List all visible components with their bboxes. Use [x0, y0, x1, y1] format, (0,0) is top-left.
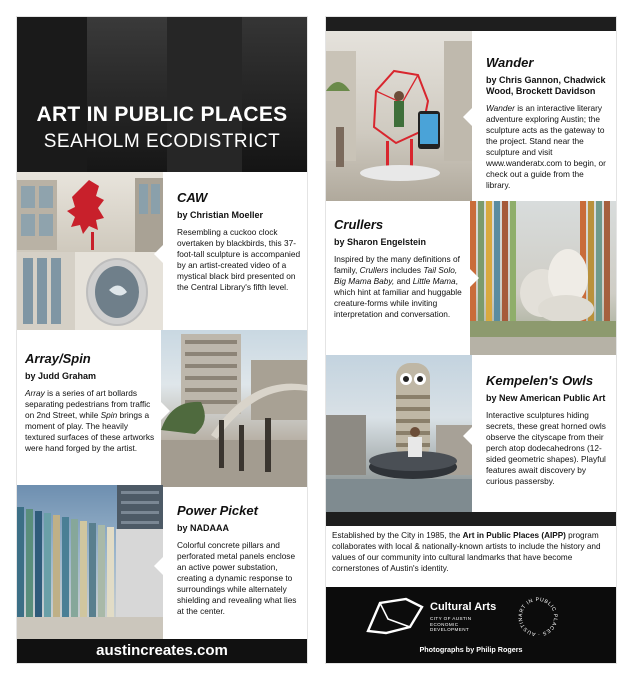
owls-description: Interactive sculptures hiding secrets, these great horned owls observe the cityscape from their perch atop dodecahedrons (12-sided geometric shapes). Playful features await discovery by curious passersby. — [486, 410, 606, 486]
wander-description: Wander is an interactive literary adventure exploring Austin; the sculpture acts as the gateway to the project. Stand near the sculpture and visit www.wanderatx.com to begin, or check out a guide from the library. — [486, 103, 606, 190]
spin-term: Spin — [100, 410, 118, 420]
caw-artist: by Christian Moeller — [177, 210, 264, 220]
crullers-title: Crullers — [334, 217, 384, 232]
power-picket-description: Colorful concrete pillars and perforated metal panels enclose an active power substation, creating a dynamic response to surroundings while alternately shielding and revealing what lies at the center. — [177, 540, 297, 616]
array-spin-photo — [161, 330, 307, 487]
page-subtitle: SEAHOLM ECODISTRICT — [43, 131, 281, 152]
owls-photo — [326, 355, 472, 512]
austin-creates-link[interactable]: austincreates.com — [17, 639, 307, 663]
photo-credit: Photographs by Philip Rogers — [419, 645, 523, 654]
aipp-program: Art in Public Places (AIPP) — [462, 531, 566, 540]
owls-pointer — [463, 427, 472, 445]
array-term: Array — [25, 388, 45, 398]
crullers-pointer — [470, 269, 479, 287]
caw-section — [177, 190, 301, 293]
cultural-arts-logo-icon — [366, 597, 424, 635]
array-spin-pointer — [161, 402, 170, 420]
aipp-seal-icon — [516, 595, 560, 639]
page-title: ART IN PUBLIC PLACES — [36, 103, 288, 126]
wander-photo — [326, 31, 472, 201]
caw-pointer — [154, 245, 163, 263]
power-picket-section — [177, 503, 301, 617]
owls-artist: by New American Public Art — [486, 393, 606, 403]
top-bar — [326, 17, 616, 31]
establishment-text: Established by the City in 1985, the Art in Public Places (AIPP) program collaborates with local & nationally-known artists to include the history and values of our community into cultural landmarks that have become cornerstones of Austin's identity. — [332, 531, 601, 573]
array-spin-section — [25, 351, 155, 454]
crullers-section — [334, 217, 464, 320]
crullers-photo — [470, 201, 616, 355]
power-picket-title: Power Picket — [177, 503, 258, 518]
caw-photo-bottom — [17, 252, 163, 330]
caw-description: Resembling a cuckoo clock overtaken by blackbirds, this 37-foot-tall sculpture is accompanied by an artist-created video of a mystical black bird presented on the Central Library's fifth level. — [177, 227, 301, 292]
wander-artist: by Chris Gannon, Chadwick Wood, Brockett Davidson — [486, 75, 606, 96]
left-panel — [17, 17, 307, 663]
caw-photo-top — [17, 172, 163, 252]
caw-title: CAW — [177, 190, 208, 205]
right-panel — [326, 17, 616, 663]
wander-title: Wander — [486, 55, 534, 70]
wander-section — [486, 55, 610, 191]
power-picket-artist: by NADAAA — [177, 523, 230, 533]
array-spin-description: Array is a series of art bollards separating pedestrians from traffic on 2nd Street, while Spin brings a moment of play. The heavily textured surfaces of these artworks were hand forged by the artist. — [25, 388, 155, 453]
power-picket-photo — [17, 485, 163, 639]
owls-section — [486, 373, 610, 487]
cultural-arts-sublabel: CITY OF AUSTIN ECONOMIC DEVELOPMENT — [430, 616, 472, 632]
wander-term: Wander — [486, 103, 515, 113]
owls-title: Kempelen's Owls — [486, 373, 594, 388]
cultural-arts-label: Cultural Arts — [430, 601, 497, 613]
crullers-description: Inspired by the many definitions of family, Crullers includes Tail Solo, Big Mama Baby, and Little Mama, which hint at familiar and huggable creature-forms while inviting interpretation and conversation. — [334, 254, 462, 319]
array-spin-title: Array/Spin — [25, 351, 91, 366]
crullers-artist: by Sharon Engelstein — [334, 237, 427, 247]
array-spin-artist: by Judd Graham — [25, 371, 97, 381]
header-banner — [17, 17, 307, 172]
divider-bar — [326, 512, 616, 526]
footer-logos — [326, 587, 616, 663]
svg-text:ART IN PUBLIC PLACES · AUSTIN: ART IN PUBLIC PLACES · AUSTIN — [517, 596, 559, 638]
wander-pointer — [463, 108, 472, 126]
power-picket-pointer — [154, 557, 163, 575]
